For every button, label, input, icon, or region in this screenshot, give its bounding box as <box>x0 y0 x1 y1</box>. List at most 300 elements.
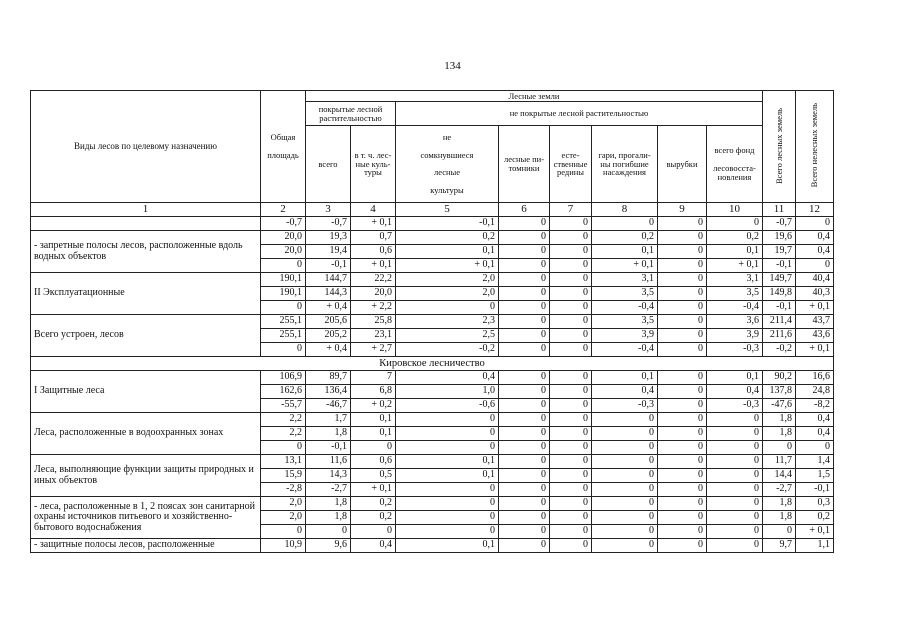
table-cell: 0 <box>592 483 658 497</box>
table-cell: 0 <box>658 413 707 427</box>
table-cell: 1,8 <box>306 497 351 511</box>
table-cell: 0,4 <box>796 413 834 427</box>
table-cell: 19,4 <box>306 245 351 259</box>
table-cell: 0 <box>306 525 351 539</box>
table-cell: 0 <box>796 217 834 231</box>
table-cell: 0 <box>592 511 658 525</box>
table-cell: 0 <box>499 301 550 315</box>
table-row <box>31 273 834 287</box>
table-cell: 0,1 <box>396 539 499 553</box>
table-row <box>31 455 834 469</box>
row-category-name <box>31 217 261 231</box>
table-cell: -0,1 <box>796 483 834 497</box>
table-cell: 0 <box>658 525 707 539</box>
header-not-covered: не покрытые лесной растительностью <box>396 102 763 126</box>
table-cell: 0,5 <box>351 469 396 483</box>
table-cell: 190,1 <box>261 273 306 287</box>
header-total-forest: Всего лесных земель <box>763 91 796 203</box>
table-cell: 0 <box>550 329 592 343</box>
table-cell: 0 <box>351 525 396 539</box>
table-cell: 40,4 <box>796 273 834 287</box>
table-cell: 0 <box>550 301 592 315</box>
table-cell: 0 <box>796 441 834 455</box>
table-cell: 0 <box>499 231 550 245</box>
table-cell: 255,1 <box>261 329 306 343</box>
row-category-name: Всего устроен, лесов <box>31 315 261 357</box>
table-cell: 0,4 <box>396 371 499 385</box>
table-cell: 0 <box>658 511 707 525</box>
table-cell: 0 <box>707 539 763 553</box>
table-cell: 15,9 <box>261 469 306 483</box>
table-cell: -0,3 <box>707 343 763 357</box>
table-cell: 144,7 <box>306 273 351 287</box>
table-cell: 0,4 <box>592 385 658 399</box>
table-cell: 0 <box>499 343 550 357</box>
column-number: 9 <box>658 203 707 217</box>
table-cell: -0,3 <box>707 399 763 413</box>
table-cell: + 0,2 <box>351 399 396 413</box>
table-cell: 0,2 <box>351 497 396 511</box>
table-cell: 0 <box>261 301 306 315</box>
table-cell: 0 <box>550 259 592 273</box>
table-cell: 0 <box>550 273 592 287</box>
table-cell: 0 <box>550 497 592 511</box>
table-cell: 0 <box>499 539 550 553</box>
table-cell: + 0,1 <box>707 259 763 273</box>
table-cell: 0,1 <box>592 245 658 259</box>
table-cell: 0 <box>658 469 707 483</box>
header-nurseries: лесные пи- томники <box>499 126 550 203</box>
table-cell: 205,2 <box>306 329 351 343</box>
table-cell: 0 <box>658 315 707 329</box>
table-cell: 0 <box>658 301 707 315</box>
table-cell: 3,6 <box>707 315 763 329</box>
table-cell: + 0,1 <box>796 343 834 357</box>
header-forest-lands: Лесные земли <box>306 91 763 102</box>
table-cell: 19,7 <box>763 245 796 259</box>
row-category-name: - леса, расположенные в 1, 2 поясах зон санитарной охраны источников питьевого и хозяйственно-бытового водоснабжения <box>31 497 261 539</box>
table-cell: 1,7 <box>306 413 351 427</box>
table-cell: -0,4 <box>592 301 658 315</box>
table-cell: -0,7 <box>306 217 351 231</box>
table-cell: 0 <box>707 413 763 427</box>
table-cell: 0 <box>796 259 834 273</box>
table-row <box>31 231 834 245</box>
header-unclosed-cultures: не сомкнувшиеся лесные культуры <box>396 126 499 203</box>
table-cell: 144,3 <box>306 287 351 301</box>
table-cell: 0 <box>658 441 707 455</box>
table-cell: 2,2 <box>261 413 306 427</box>
table-cell: 0 <box>499 315 550 329</box>
header-name: Виды лесов по целевому назначению <box>31 91 261 203</box>
table-cell: 0,4 <box>707 385 763 399</box>
table-cell: 211,4 <box>763 315 796 329</box>
table-cell: 0 <box>658 245 707 259</box>
table-cell: 0,4 <box>796 245 834 259</box>
row-category-name: - запретные полосы лесов, расположенные вдоль водных объектов <box>31 231 261 273</box>
table-cell: 25,8 <box>351 315 396 329</box>
table-cell: 24,8 <box>796 385 834 399</box>
column-number: 5 <box>396 203 499 217</box>
table-cell: 1,8 <box>306 427 351 441</box>
table-cell: -0,1 <box>396 217 499 231</box>
table-cell: 0 <box>550 427 592 441</box>
table-cell: 0 <box>499 329 550 343</box>
header-forest-cultures: в т. ч. лес- ные куль- туры <box>351 126 396 203</box>
table-cell: 149,8 <box>763 287 796 301</box>
table-cell: 0 <box>550 287 592 301</box>
row-category-name: Леса, расположенные в водоохранных зонах <box>31 413 261 455</box>
table-cell: 0 <box>592 469 658 483</box>
table-cell: -55,7 <box>261 399 306 413</box>
table-cell: 0 <box>499 259 550 273</box>
table-row <box>31 539 834 553</box>
table-cell: 0 <box>261 259 306 273</box>
table-cell: 0 <box>707 525 763 539</box>
table-cell: 43,7 <box>796 315 834 329</box>
table-cell: 1,8 <box>763 511 796 525</box>
table-cell: 0 <box>396 441 499 455</box>
header-cuttings: вырубки <box>658 126 707 203</box>
table-cell: 9,7 <box>763 539 796 553</box>
table-cell: 2,0 <box>396 273 499 287</box>
table-cell: 2,0 <box>396 287 499 301</box>
table-cell: 0 <box>550 371 592 385</box>
table-cell: 20,0 <box>261 245 306 259</box>
table-cell: 0,1 <box>351 427 396 441</box>
column-number: 1 <box>31 203 261 217</box>
table-cell: 0,1 <box>707 245 763 259</box>
table-cell: 190,1 <box>261 287 306 301</box>
table-body-top <box>31 217 834 357</box>
table-cell: + 0,1 <box>796 301 834 315</box>
table-cell: 0 <box>707 217 763 231</box>
table-cell: 0 <box>550 511 592 525</box>
table-cell: 0 <box>707 497 763 511</box>
table-cell: 0 <box>658 329 707 343</box>
table-cell: 11,7 <box>763 455 796 469</box>
table-cell: 0 <box>499 217 550 231</box>
table-cell: 1,5 <box>796 469 834 483</box>
table-cell: -8,2 <box>796 399 834 413</box>
table-cell: 2,5 <box>396 329 499 343</box>
table-cell: 0 <box>658 385 707 399</box>
table-cell: 0 <box>592 525 658 539</box>
table-cell: 0 <box>499 511 550 525</box>
table-cell: 0,2 <box>396 231 499 245</box>
row-category-name: - защитные полосы лесов, расположенные <box>31 539 261 553</box>
table-cell: 0 <box>550 343 592 357</box>
table-cell: 0 <box>396 483 499 497</box>
section-title: Кировское лесничество <box>31 357 834 371</box>
table-cell: -46,7 <box>306 399 351 413</box>
table-cell: -0,1 <box>763 301 796 315</box>
table-cell: 0 <box>261 441 306 455</box>
table-cell: 0 <box>396 497 499 511</box>
table-cell: -0,2 <box>396 343 499 357</box>
table-cell: 0 <box>658 287 707 301</box>
table-cell: 1,0 <box>396 385 499 399</box>
table-cell: 0 <box>550 315 592 329</box>
table-cell: -2,7 <box>306 483 351 497</box>
table-cell: 0 <box>396 413 499 427</box>
table-cell: 0,2 <box>592 231 658 245</box>
table-cell: 0 <box>592 413 658 427</box>
table-cell: 255,1 <box>261 315 306 329</box>
table-cell: 16,6 <box>796 371 834 385</box>
table-cell: 0 <box>499 483 550 497</box>
table-cell: 0,1 <box>396 469 499 483</box>
table-cell: 0 <box>351 441 396 455</box>
table-cell: 136,4 <box>306 385 351 399</box>
table-cell: 0 <box>658 371 707 385</box>
table-cell: 0 <box>658 427 707 441</box>
table-cell: 2,0 <box>261 497 306 511</box>
table-cell: + 2,7 <box>351 343 396 357</box>
table-cell: 0 <box>550 245 592 259</box>
table-cell: + 0,1 <box>351 483 396 497</box>
table-cell: 0 <box>550 455 592 469</box>
table-cell: 0 <box>499 469 550 483</box>
table-cell: 22,2 <box>351 273 396 287</box>
table-cell: 0 <box>550 539 592 553</box>
table-cell: 0 <box>592 217 658 231</box>
table-cell: 0 <box>763 525 796 539</box>
table-cell: 0 <box>763 441 796 455</box>
table-cell: 0,3 <box>796 497 834 511</box>
table-cell: 7 <box>351 371 396 385</box>
table-cell: 0 <box>499 497 550 511</box>
table-cell: 0,7 <box>351 231 396 245</box>
header-covered: покрытые лесной растительностью <box>306 102 396 126</box>
forest-land-table <box>30 90 834 553</box>
page-number: 134 <box>444 60 461 72</box>
header-natural-gaps: есте- ственные редины <box>550 126 592 203</box>
table-cell: 0 <box>658 483 707 497</box>
column-numbers-row <box>31 203 834 217</box>
table-cell: -47,6 <box>763 399 796 413</box>
table-cell: 0 <box>658 231 707 245</box>
table-cell: -0,3 <box>592 399 658 413</box>
table-cell: 0 <box>499 455 550 469</box>
table-cell: 0 <box>658 399 707 413</box>
table-body-bottom <box>31 371 834 553</box>
table-cell: 0 <box>499 245 550 259</box>
column-number: 10 <box>707 203 763 217</box>
table-cell: 0,4 <box>351 539 396 553</box>
table-cell: 0 <box>396 525 499 539</box>
table-cell: 90,2 <box>763 371 796 385</box>
table-cell: 19,3 <box>306 231 351 245</box>
table-cell: 20,0 <box>261 231 306 245</box>
table-cell: 0 <box>592 497 658 511</box>
table-cell: 0,1 <box>396 245 499 259</box>
table-cell: 0 <box>658 273 707 287</box>
table-cell: 0 <box>550 413 592 427</box>
table-cell: -0,7 <box>763 217 796 231</box>
table-cell: 0,6 <box>351 245 396 259</box>
table-cell: 9,6 <box>306 539 351 553</box>
table-cell: 3,5 <box>592 315 658 329</box>
table-cell: 0 <box>592 539 658 553</box>
table-cell: 0 <box>658 539 707 553</box>
table-cell: 20,0 <box>351 287 396 301</box>
header-regeneration-fund: всего фонд лесовосста- новления <box>707 126 763 203</box>
table-cell: 23,1 <box>351 329 396 343</box>
table-row <box>31 371 834 385</box>
table-cell: 1,8 <box>763 427 796 441</box>
table-cell: 0 <box>707 511 763 525</box>
table-cell: + 0,1 <box>592 259 658 273</box>
table-cell: 205,6 <box>306 315 351 329</box>
table-cell: 40,3 <box>796 287 834 301</box>
table-cell: 0 <box>550 217 592 231</box>
table-cell: 0 <box>658 217 707 231</box>
table-cell: 0,1 <box>707 371 763 385</box>
table-cell: 106,9 <box>261 371 306 385</box>
table-cell: 0,1 <box>396 455 499 469</box>
table-cell: 0 <box>396 427 499 441</box>
table-cell: 0 <box>658 455 707 469</box>
column-number: 11 <box>763 203 796 217</box>
table-cell: 1,1 <box>796 539 834 553</box>
table-cell: 0 <box>396 301 499 315</box>
table-cell: 0 <box>499 413 550 427</box>
table-cell: 0 <box>707 483 763 497</box>
table-cell: 14,4 <box>763 469 796 483</box>
table-cell: -2,8 <box>261 483 306 497</box>
table-cell: 89,7 <box>306 371 351 385</box>
table-cell: 0 <box>592 455 658 469</box>
column-number: 3 <box>306 203 351 217</box>
row-category-name: II Эксплуатационные <box>31 273 261 315</box>
column-number: 7 <box>550 203 592 217</box>
table-cell: 6,8 <box>351 385 396 399</box>
table-cell: 162,6 <box>261 385 306 399</box>
column-number: 4 <box>351 203 396 217</box>
table-cell: 0 <box>550 441 592 455</box>
column-number: 12 <box>796 203 834 217</box>
table-cell: 0 <box>550 525 592 539</box>
table-cell: 19,6 <box>763 231 796 245</box>
table-body-section <box>31 357 834 371</box>
table-cell: 3,9 <box>592 329 658 343</box>
table-cell: + 2,2 <box>351 301 396 315</box>
table-cell: 0 <box>499 427 550 441</box>
table-cell: 3,5 <box>707 287 763 301</box>
table-row <box>31 497 834 511</box>
table-cell: 2,0 <box>261 511 306 525</box>
table-cell: + 0,1 <box>351 259 396 273</box>
column-number: 8 <box>592 203 658 217</box>
table-cell: 0 <box>550 385 592 399</box>
table-row <box>31 217 834 231</box>
table-cell: + 0,1 <box>351 217 396 231</box>
table-cell: 0 <box>592 441 658 455</box>
table-cell: 3,1 <box>707 273 763 287</box>
table-cell: 0 <box>707 455 763 469</box>
table-cell: 0,4 <box>796 427 834 441</box>
table-cell: 0,2 <box>796 511 834 525</box>
table-cell: 0 <box>261 343 306 357</box>
table-cell: 14,3 <box>306 469 351 483</box>
table-cell: -0,7 <box>261 217 306 231</box>
table-cell: 0 <box>658 343 707 357</box>
table-cell: 0 <box>592 427 658 441</box>
table-cell: 0 <box>499 385 550 399</box>
table-cell: 0 <box>499 371 550 385</box>
table-cell: -0,1 <box>306 259 351 273</box>
table-cell: 0,2 <box>707 231 763 245</box>
table-cell: 0,6 <box>351 455 396 469</box>
table-cell: 0 <box>396 511 499 525</box>
table-cell: 13,1 <box>261 455 306 469</box>
table-row <box>31 413 834 427</box>
table-cell: 1,8 <box>763 413 796 427</box>
table-cell: -0,1 <box>763 259 796 273</box>
table-cell: 3,5 <box>592 287 658 301</box>
table-cell: + 0,1 <box>796 525 834 539</box>
row-category-name: Леса, выполняющие функции защиты природных и иных объектов <box>31 455 261 497</box>
table-cell: 0 <box>550 231 592 245</box>
table-cell: -0,4 <box>707 301 763 315</box>
table-cell: 137,8 <box>763 385 796 399</box>
table-cell: 0 <box>550 483 592 497</box>
table-cell: 1,4 <box>796 455 834 469</box>
table-cell: + 0,4 <box>306 343 351 357</box>
table-cell: 2,3 <box>396 315 499 329</box>
table-cell: -0,2 <box>763 343 796 357</box>
header-total-nonforest: Всего нелесных земель <box>796 91 834 203</box>
table-cell: 0 <box>707 427 763 441</box>
table-cell: 0,1 <box>351 413 396 427</box>
table-cell: 0 <box>499 273 550 287</box>
table-cell: 0 <box>550 399 592 413</box>
table-cell: -2,7 <box>763 483 796 497</box>
table-cell: 0,1 <box>592 371 658 385</box>
table-row <box>31 315 834 329</box>
table-cell: 11,6 <box>306 455 351 469</box>
table-cell: 0 <box>499 399 550 413</box>
table-cell: -0,6 <box>396 399 499 413</box>
table-cell: 211,6 <box>763 329 796 343</box>
table-cell: + 0,4 <box>306 301 351 315</box>
header-total-area: Общая площадь <box>261 91 306 203</box>
table-cell: 0 <box>499 441 550 455</box>
table-cell: 1,8 <box>763 497 796 511</box>
table-cell: 0 <box>499 287 550 301</box>
table-cell: 2,2 <box>261 427 306 441</box>
table-cell: + 0,1 <box>396 259 499 273</box>
table-cell: 0,2 <box>351 511 396 525</box>
table-cell: 0 <box>261 525 306 539</box>
header-burned-areas: гари, прогали- ны погибшие насаждения <box>592 126 658 203</box>
row-category-name: I Защитные леса <box>31 371 261 413</box>
table-cell: 0,4 <box>796 231 834 245</box>
table-cell: 0 <box>499 525 550 539</box>
table-cell: 0 <box>707 469 763 483</box>
table-cell: -0,4 <box>592 343 658 357</box>
table-cell: 3,1 <box>592 273 658 287</box>
table-cell: 0 <box>550 469 592 483</box>
table-cell: 149,7 <box>763 273 796 287</box>
column-number: 2 <box>261 203 306 217</box>
table-cell: 0 <box>707 441 763 455</box>
table-cell: -0,1 <box>306 441 351 455</box>
table-cell: 0 <box>658 259 707 273</box>
column-number: 6 <box>499 203 550 217</box>
table-cell: 1,8 <box>306 511 351 525</box>
